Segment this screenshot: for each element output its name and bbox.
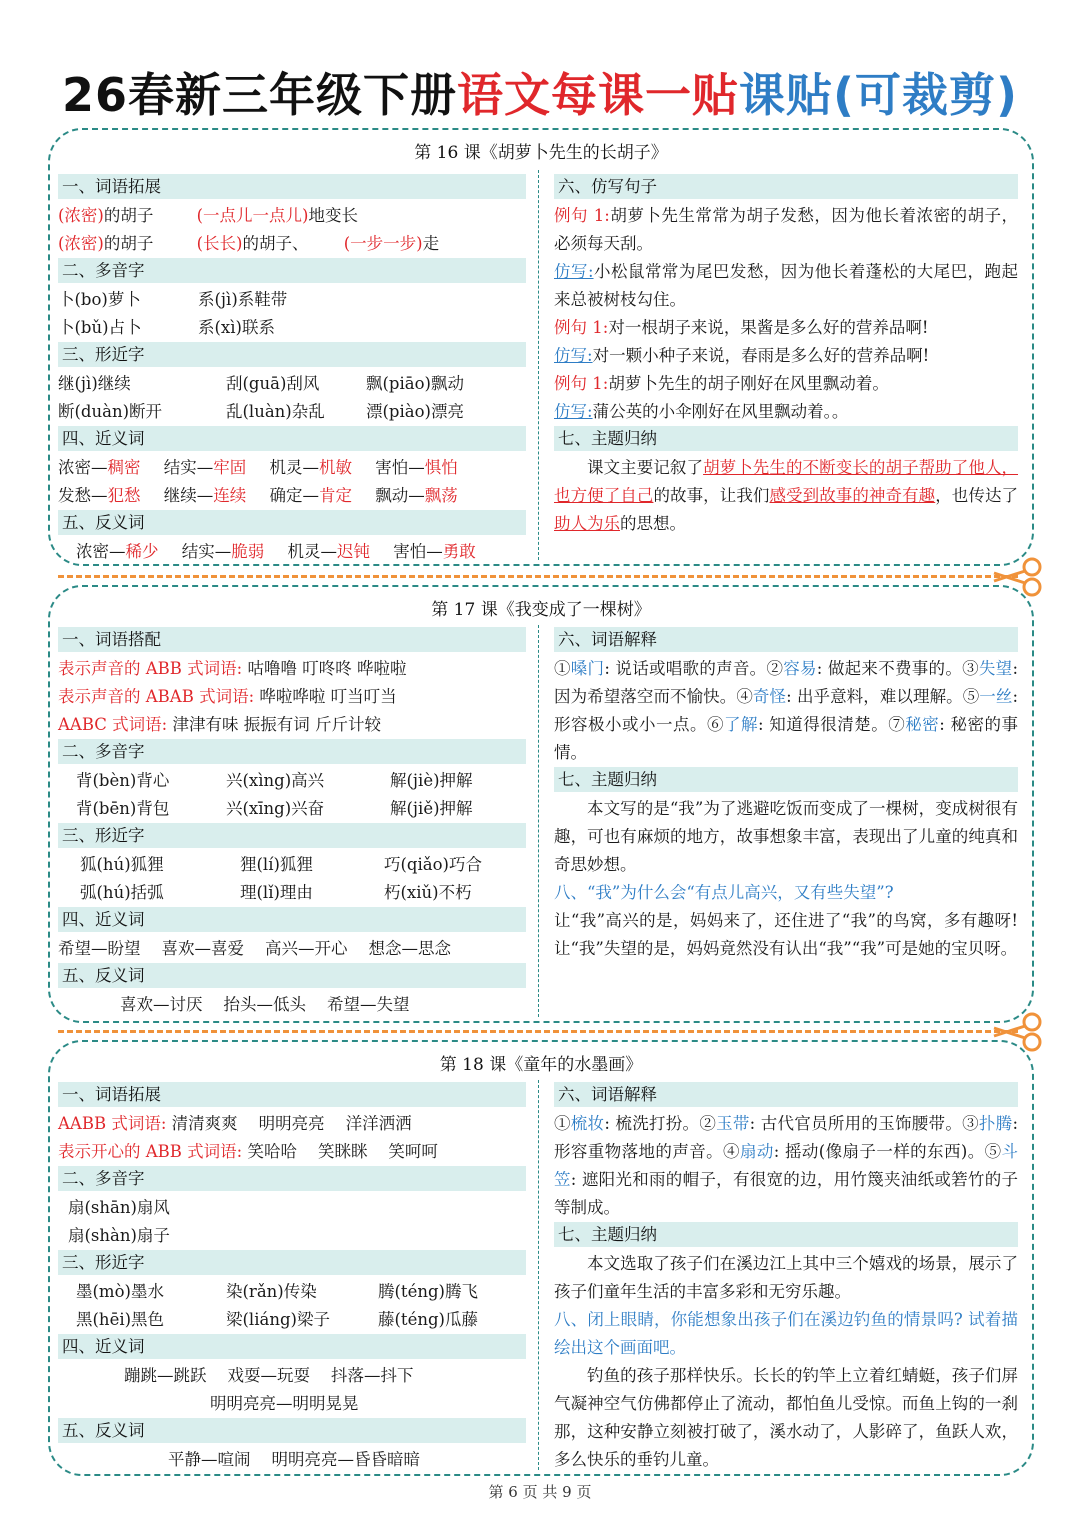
term: 一丝 bbox=[979, 687, 1013, 706]
word: 走 bbox=[422, 234, 440, 253]
highlight: 感受到故事的神奇有趣 bbox=[769, 486, 936, 505]
section-header: 六、仿写句子 bbox=[554, 174, 1018, 199]
collocation-row bbox=[58, 683, 526, 711]
lesson-18-right-column bbox=[554, 1082, 1018, 1474]
polyphone-row bbox=[58, 286, 526, 314]
antonym-row: 喜欢—讨厌 抬头—低头 希望—失望 bbox=[120, 995, 410, 1014]
polyphone: 卜(bǔ)占卜 bbox=[58, 318, 142, 337]
text: : 做起来不费事的。③ bbox=[816, 659, 979, 678]
label: 仿写: bbox=[554, 346, 593, 365]
word: 发愁— bbox=[58, 486, 108, 505]
section-header: 七、主题归纳 bbox=[554, 1222, 1018, 1247]
word: 机敏 bbox=[319, 458, 352, 477]
lesson-17-left-column bbox=[58, 627, 526, 1019]
sentence: 对一根胡子来说，果酱是多么好的营养品啊! bbox=[608, 318, 929, 337]
sentence: 蒲公英的小伞刚好在风里飘动着。。 bbox=[592, 402, 849, 421]
word: 飘荡 bbox=[424, 486, 458, 505]
term: 了解 bbox=[723, 715, 758, 734]
label: AABB 式词语: bbox=[58, 1114, 167, 1133]
column-divider bbox=[538, 625, 539, 1017]
sentence: 胡萝卜先生常常为胡子发愁，因为他长着浓密的胡子，必须每天刮。 bbox=[554, 206, 1018, 253]
similar-char: 刮(guā)刮风 bbox=[226, 374, 320, 393]
similar-char: 理(lǐ)理由 bbox=[240, 883, 313, 902]
similar-char: 黑(hēi)黑色 bbox=[76, 1310, 165, 1329]
word: (一步一步) bbox=[343, 234, 423, 253]
section-header: 一、词语拓展 bbox=[58, 174, 526, 199]
word: 肯定 bbox=[319, 486, 352, 505]
polyphone-row bbox=[58, 767, 526, 795]
lesson-17-right-column bbox=[554, 627, 1018, 963]
label: 表示开心的 ABB 式词语: bbox=[58, 1142, 243, 1161]
word: (浓密) bbox=[58, 234, 104, 253]
word: 结实— bbox=[181, 542, 232, 561]
similar-char: 狐(hú)狐狸 bbox=[80, 855, 164, 874]
similar-char-row bbox=[58, 370, 526, 398]
similar-char-row bbox=[58, 1306, 526, 1334]
page-number: 第 6 页 共 9 页 bbox=[488, 1483, 592, 1501]
label: 仿写: bbox=[554, 262, 594, 281]
polyphone-row bbox=[58, 795, 526, 823]
section-header: 四、近义词 bbox=[58, 907, 526, 932]
label: 仿写: bbox=[554, 402, 593, 421]
title-part1: 26春新三年级下册 bbox=[61, 68, 457, 122]
word: (浓密) bbox=[58, 206, 104, 225]
cut-line bbox=[58, 1030, 1018, 1033]
question: 八、“我”为什么会“有点儿高兴，又有些失望”? bbox=[554, 883, 894, 902]
word: 稠密 bbox=[107, 458, 141, 477]
similar-char: 狸(lí)狐狸 bbox=[240, 855, 313, 874]
lesson-16-right-column bbox=[554, 174, 1018, 538]
similar-char: 继(jì)继续 bbox=[58, 374, 131, 393]
words: 哗啦哗啦 叮当叮当 bbox=[259, 687, 397, 706]
word: 机灵— bbox=[269, 458, 319, 477]
word: 害怕— bbox=[375, 458, 425, 477]
text: : 形容极小或小一点。⑥ bbox=[554, 687, 1019, 734]
example-sentence bbox=[554, 202, 1018, 258]
title-part3: 课贴(可裁剪) bbox=[738, 68, 1019, 122]
text: : 古代官员所用的玉饰腰带。③ bbox=[749, 1114, 979, 1133]
word: 飘动— bbox=[375, 486, 425, 505]
section-header: 六、词语解释 bbox=[554, 627, 1018, 652]
word: 害怕— bbox=[393, 542, 443, 561]
expansion-row bbox=[58, 1138, 526, 1166]
text: 的思想。 bbox=[620, 514, 686, 533]
term: 嗓门 bbox=[570, 659, 605, 678]
label: 表示声音的 ABB 式词语: bbox=[58, 659, 243, 678]
word: 脆弱 bbox=[231, 542, 265, 561]
section-header: 四、近义词 bbox=[58, 1334, 526, 1359]
antonym-row bbox=[58, 538, 526, 566]
similar-char: 墨(mò)墨水 bbox=[76, 1282, 164, 1301]
section-header: 三、形近字 bbox=[58, 823, 526, 848]
title-part2: 语文每课一贴 bbox=[456, 68, 739, 122]
section-header: 四、近义词 bbox=[58, 426, 526, 451]
word: 连续 bbox=[213, 486, 247, 505]
term: 秘密 bbox=[905, 715, 940, 734]
column-divider bbox=[538, 170, 539, 560]
words: 笑哈哈 笑眯眯 笑呵呵 bbox=[247, 1142, 438, 1161]
similar-char: 弧(hú)括弧 bbox=[80, 883, 164, 902]
word: 机灵— bbox=[287, 542, 337, 561]
similar-char: 飘(piāo)飘动 bbox=[366, 374, 464, 393]
lesson-17-title: 第 17 课《我变成了一棵树》 bbox=[431, 600, 651, 620]
lesson-17-card bbox=[48, 585, 1034, 1023]
label: 例句 1: bbox=[554, 374, 609, 393]
synonym-row bbox=[58, 454, 526, 482]
example-sentence bbox=[554, 370, 1018, 398]
word: 的胡子 bbox=[103, 206, 154, 225]
similar-char: 梁(liáng)梁子 bbox=[226, 1310, 330, 1329]
sentence: 小松鼠常常为尾巴发愁，因为他长着蓬松的大尾巴，跑起来总被树枝勾住。 bbox=[554, 262, 1019, 309]
section-header: 一、词语拓展 bbox=[58, 1082, 526, 1107]
text: ① bbox=[554, 1114, 571, 1133]
lesson-16-title: 第 16 课《胡萝卜先生的长胡子》 bbox=[414, 143, 668, 163]
section-header: 二、多音字 bbox=[58, 1166, 526, 1191]
page-title bbox=[0, 62, 1080, 128]
words: 咕噜噜 叮咚咚 哗啦啦 bbox=[247, 659, 407, 678]
polyphone: 背(bēn)背包 bbox=[76, 799, 170, 818]
polyphone: 系(xì)联系 bbox=[198, 318, 275, 337]
imitation-sentence bbox=[554, 342, 1018, 370]
section-header: 一、词语搭配 bbox=[58, 627, 526, 652]
text: ，也传达了 bbox=[935, 486, 1019, 505]
polyphone-row: 扇(shàn)扇子 bbox=[68, 1226, 170, 1245]
similar-char-row bbox=[58, 398, 526, 426]
synonym-row: 明明亮亮—明明晃晃 bbox=[210, 1394, 359, 1413]
section-header: 二、多音字 bbox=[58, 739, 526, 764]
antonym-row: 平静—喧闹 明明亮亮—昏昏暗暗 bbox=[168, 1450, 420, 1469]
word: (长长) bbox=[196, 234, 243, 253]
similar-char-row bbox=[58, 879, 526, 907]
label: 例句 1: bbox=[554, 318, 609, 337]
polyphone: 兴(xīng)兴奋 bbox=[226, 799, 325, 818]
word: 结实— bbox=[163, 458, 214, 477]
text: : 说话或唱歌的声音。② bbox=[604, 659, 784, 678]
section-header: 三、形近字 bbox=[58, 1250, 526, 1275]
term: 玉带 bbox=[716, 1114, 750, 1133]
text: : 因为希望落空而不愉快。④ bbox=[554, 659, 1019, 706]
word: 牢固 bbox=[213, 458, 247, 477]
synonym-row bbox=[58, 482, 526, 510]
polyphone: 解(jiě)押解 bbox=[390, 799, 473, 818]
label: AABC 式词语: bbox=[58, 715, 168, 734]
section-header: 二、多音字 bbox=[58, 258, 526, 283]
word: 惧怕 bbox=[424, 458, 458, 477]
section-header: 七、主题归纳 bbox=[554, 767, 1018, 792]
text: ① bbox=[554, 659, 571, 678]
text: : 知道得很清楚。⑦ bbox=[757, 715, 906, 734]
similar-char: 朽(xiǔ)不朽 bbox=[384, 883, 472, 902]
answer: 钓鱼的孩子那样快乐。长长的钓竿上立着红蜻蜓，孩子们屏气凝神空气仿佛都停止了流动，都怕鱼儿受惊。而鱼上钩的一刹那，这种安静立刻被打破了，溪水动了，人影碎了，鱼跃人欢，多么快乐的垂钓儿童。 bbox=[554, 1366, 1018, 1469]
word: 迟钝 bbox=[337, 542, 370, 561]
section-header: 五、反义词 bbox=[58, 510, 526, 535]
lesson-16-card bbox=[48, 128, 1034, 566]
term: 梳妆 bbox=[570, 1114, 605, 1133]
similar-char: 断(duàn)断开 bbox=[58, 402, 163, 421]
text: 的故事，让我们 bbox=[653, 486, 770, 505]
text: : 秘密的事情。 bbox=[554, 715, 1019, 762]
lesson-16-left-column bbox=[58, 174, 526, 566]
word: 勇敢 bbox=[442, 542, 476, 561]
imitation-sentence bbox=[554, 258, 1018, 314]
polyphone: 解(jiè)押解 bbox=[390, 771, 473, 790]
term: 斗笠 bbox=[554, 1142, 1019, 1189]
word: 稀少 bbox=[125, 542, 159, 561]
question: 八、闭上眼睛，你能想象出孩子们在溪边钓鱼的情景吗? 试着描绘出这个画面吧。 bbox=[554, 1310, 1018, 1357]
lesson-18-title: 第 18 课《童年的水墨画》 bbox=[439, 1055, 643, 1075]
label: 表示声音的 ABAB 式词语: bbox=[58, 687, 255, 706]
section-header: 五、反义词 bbox=[58, 1418, 526, 1443]
expansion-row bbox=[58, 230, 526, 258]
text: : 出乎意料，难以理解。⑤ bbox=[786, 687, 980, 706]
expansion-row bbox=[58, 202, 526, 230]
section-header: 五、反义词 bbox=[58, 963, 526, 988]
collocation-row bbox=[58, 655, 526, 683]
polyphone-row: 扇(shān)扇风 bbox=[68, 1198, 170, 1217]
polyphone: 背(bèn)背心 bbox=[76, 771, 170, 790]
polyphone: 系(jì)系鞋带 bbox=[198, 290, 288, 309]
word: 犯愁 bbox=[107, 486, 141, 505]
text: : 梳洗打扮。② bbox=[604, 1114, 717, 1133]
highlight: 胡萝卜先生的不断变长的胡子帮助了他人，也方便了自己 bbox=[554, 458, 1019, 505]
imitation-sentence bbox=[554, 398, 1018, 426]
synonym-row: 希望—盼望 喜欢—喜爱 高兴—开心 想念—思念 bbox=[58, 939, 451, 958]
similar-char: 腾(téng)腾飞 bbox=[378, 1282, 478, 1301]
section-header: 七、主题归纳 bbox=[554, 426, 1018, 451]
word: 地变长 bbox=[308, 206, 358, 225]
example-sentence bbox=[554, 314, 1018, 342]
polyphone-row bbox=[58, 314, 526, 342]
text: 课文主要记叙了 bbox=[587, 458, 704, 477]
cut-line bbox=[58, 575, 1018, 578]
lesson-18-left-column bbox=[58, 1082, 526, 1474]
text: : 遮阳光和雨的帽子，有很宽的边，用竹篾夹油纸或箬竹的子等制成。 bbox=[554, 1170, 1019, 1217]
word: 浓密— bbox=[76, 542, 126, 561]
polyphone: 卜(bo)萝卜 bbox=[58, 290, 141, 309]
word: 继续— bbox=[163, 486, 214, 505]
term: 失望 bbox=[978, 659, 1013, 678]
word-explanations bbox=[554, 1110, 1018, 1222]
word: 确定— bbox=[269, 486, 319, 505]
label: 例句 1: bbox=[554, 206, 610, 225]
similar-char: 漂(piào)漂亮 bbox=[366, 402, 464, 421]
lesson-18-card bbox=[48, 1040, 1034, 1476]
term: 容易 bbox=[783, 659, 817, 678]
words: 津津有味 振振有词 斤斤计较 bbox=[172, 715, 381, 734]
theme-summary bbox=[554, 454, 1018, 538]
words: 清清爽爽 明明亮亮 洋洋洒洒 bbox=[171, 1114, 412, 1133]
word: 的胡子 bbox=[103, 234, 154, 253]
answer: 让“我”高兴的是，妈妈来了，还住进了“我”的鸟窝，多有趣呀!让“我”失望的是，妈妈竟然没有认出“我”“我”可是她的宝贝呀。 bbox=[554, 911, 1018, 958]
similar-char: 藤(téng)瓜藤 bbox=[378, 1310, 478, 1329]
text: : 摇动(像扇子一样的东西)。⑤ bbox=[773, 1142, 1002, 1161]
section-header: 六、词语解释 bbox=[554, 1082, 1018, 1107]
collocation-row bbox=[58, 711, 526, 739]
word-explanations bbox=[554, 655, 1018, 767]
polyphone: 兴(xìng)高兴 bbox=[226, 771, 325, 790]
similar-char: 巧(qiǎo)巧合 bbox=[384, 855, 482, 874]
word: 浓密— bbox=[58, 458, 108, 477]
similar-char-row bbox=[58, 1278, 526, 1306]
theme-summary: 本文写的是“我”为了逃避吃饭而变成了一棵树，变成树很有趣，可也有麻烦的地方，故事想象丰富，表现出了儿童的纯真和奇思妙想。 bbox=[554, 799, 1018, 874]
term: 奇怪 bbox=[752, 687, 787, 706]
theme-summary: 本文选取了孩子们在溪边江上其中三个嬉戏的场景，展示了孩子们童年生活的丰富多彩和无穷乐趣。 bbox=[554, 1254, 1018, 1301]
text: : 形容重物落地的声音。④ bbox=[554, 1114, 1019, 1161]
highlight: 助人为乐 bbox=[554, 514, 620, 533]
similar-char-row bbox=[58, 851, 526, 879]
sentence: 对一颗小种子来说，春雨是多么好的营养品啊! bbox=[592, 346, 930, 365]
word: (一点儿一点儿) bbox=[196, 206, 309, 225]
column-divider bbox=[538, 1080, 539, 1470]
similar-char: 染(rǎn)传染 bbox=[226, 1282, 317, 1301]
term: 扇动 bbox=[739, 1142, 774, 1161]
sentence: 胡萝卜先生的胡子刚好在风里飘动着。 bbox=[608, 374, 889, 393]
section-header: 三、形近字 bbox=[58, 342, 526, 367]
synonym-row: 蹦跳—跳跃 戏耍—玩耍 抖落—抖下 bbox=[124, 1366, 414, 1385]
similar-char: 乱(luàn)杂乱 bbox=[226, 402, 325, 421]
term: 扑腾 bbox=[978, 1114, 1013, 1133]
expansion-row bbox=[58, 1110, 526, 1138]
word: 的胡子、 bbox=[242, 234, 309, 253]
